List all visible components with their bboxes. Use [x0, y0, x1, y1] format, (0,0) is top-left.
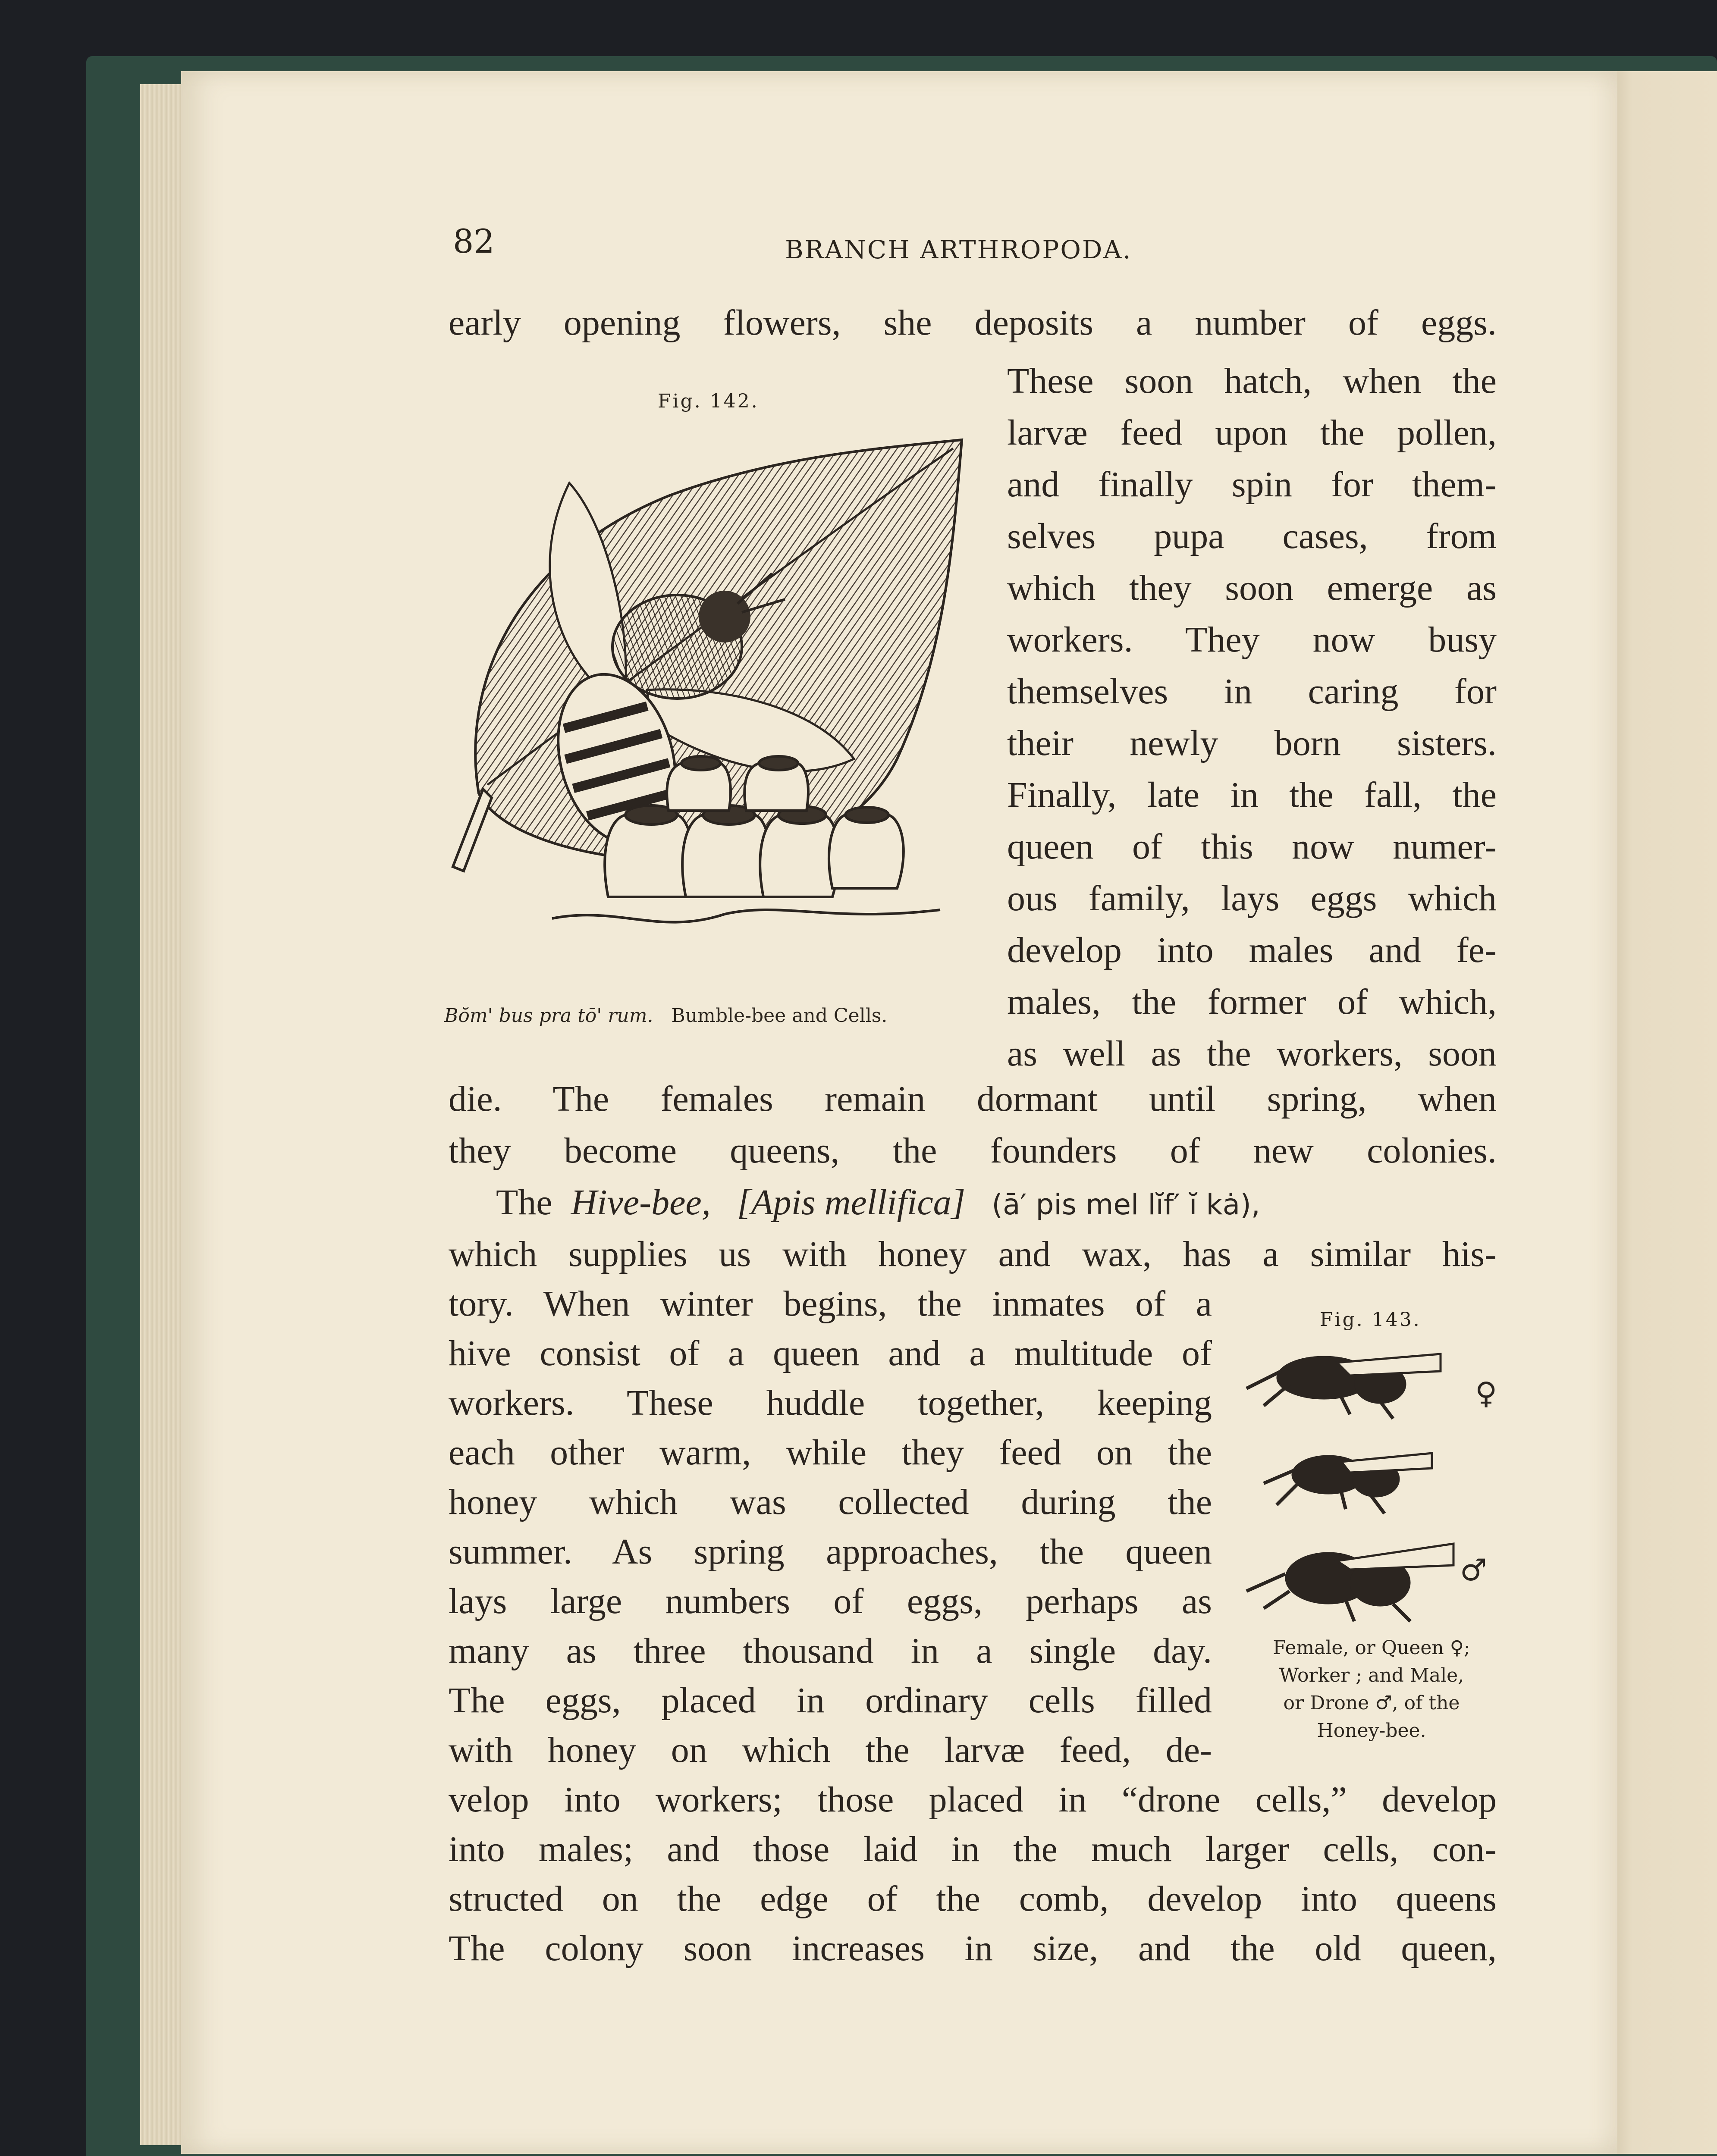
- figure-142-caption-common: Bumble-bee and Cells.: [671, 1005, 888, 1027]
- text-line: summer. As spring approaches, the queen: [449, 1532, 1212, 1572]
- text-line: early opening flowers, she deposits a number of eggs.: [449, 303, 1497, 343]
- running-head: BRANCH ARTHROPODA.: [785, 235, 1132, 264]
- text-line: develop into males and fe-: [1007, 930, 1497, 970]
- text-line: and finally spin for them-: [1007, 464, 1497, 505]
- pronunciation: (ā′ pis mel lĭf′ ĭ kȧ),: [992, 1188, 1260, 1221]
- text-line: which supplies us with honey and wax, has a similar his-: [449, 1234, 1497, 1274]
- figure-142-caption: [444, 1005, 887, 1027]
- term-apis-mellifica: [Apis mellifica]: [737, 1182, 966, 1222]
- text-line: The eggs, placed in ordinary cells filled: [449, 1680, 1212, 1720]
- male-symbol: ♂: [1460, 1552, 1487, 1588]
- text-line: which they soon emerge as: [1007, 568, 1497, 608]
- text-line: males, the former of which,: [1007, 982, 1497, 1022]
- text-line: into males; and those laid in the much larger cells, con-: [449, 1829, 1497, 1869]
- text-line: die. The females remain dormant until spring, when: [449, 1079, 1497, 1119]
- term-hive-bee: Hive-bee,: [571, 1182, 711, 1222]
- text-line: selves pupa cases, from: [1007, 516, 1497, 556]
- text-line: many as three thousand in a single day.: [449, 1631, 1212, 1671]
- bumble-bee-illustration: [444, 431, 983, 1000]
- text-line: they become queens, the founders of new colonies.: [449, 1131, 1497, 1171]
- text-line: each other warm, while they feed on the: [449, 1432, 1212, 1473]
- text-line: These soon hatch, when the: [1007, 361, 1497, 401]
- text-line: hive consist of a queen and a multitude of: [449, 1333, 1212, 1373]
- text-line: Finally, late in the fall, the: [1007, 775, 1497, 815]
- text-line: larvæ feed upon the pollen,: [1007, 413, 1497, 453]
- text-line: workers. These huddle together, keeping: [449, 1383, 1212, 1423]
- text-line: structed on the edge of the comb, develop into queens: [449, 1879, 1497, 1919]
- female-symbol: ♀: [1475, 1376, 1497, 1411]
- page-number: 82: [453, 222, 495, 260]
- text-line: tory. When winter begins, the inmates of a: [449, 1284, 1212, 1324]
- honey-bees-illustration: [1238, 1337, 1505, 1639]
- text-line: their newly born sisters.: [1007, 723, 1497, 763]
- text-line: themselves in caring for: [1007, 671, 1497, 711]
- figure-142-caption-scientific: Bŏm' bus pra tō' rum.: [444, 1005, 653, 1027]
- figure-143-label: Fig. 143.: [1320, 1309, 1421, 1331]
- text-line: velop into workers; those placed in “drone cells,” develop: [449, 1780, 1497, 1820]
- text-line: with honey on which the larvæ feed, de-: [449, 1730, 1212, 1770]
- text-line: honey which was collected during the: [449, 1482, 1212, 1522]
- text-line: The colony soon increases in size, and the old queen,: [449, 1928, 1497, 1968]
- text-line: lays large numbers of eggs, perhaps as: [449, 1581, 1212, 1621]
- text-line: workers. They now busy: [1007, 620, 1497, 660]
- text-line: as well as the workers, soon: [1007, 1034, 1497, 1074]
- figure-143-caption: Female, or Queen ♀; Worker ; and Male, or Drone ♂, of the Honey-bee.: [1273, 1637, 1470, 1742]
- text-line: queen of this now numer-: [1007, 827, 1497, 867]
- figure-142-label: Fig. 142.: [658, 390, 759, 412]
- text-line: ous family, lays eggs which: [1007, 878, 1497, 918]
- text-line-hive-bee: The Hive-bee, [Apis mellifica] (ā′ pis mel lĭf′ ĭ kȧ),: [496, 1182, 1260, 1222]
